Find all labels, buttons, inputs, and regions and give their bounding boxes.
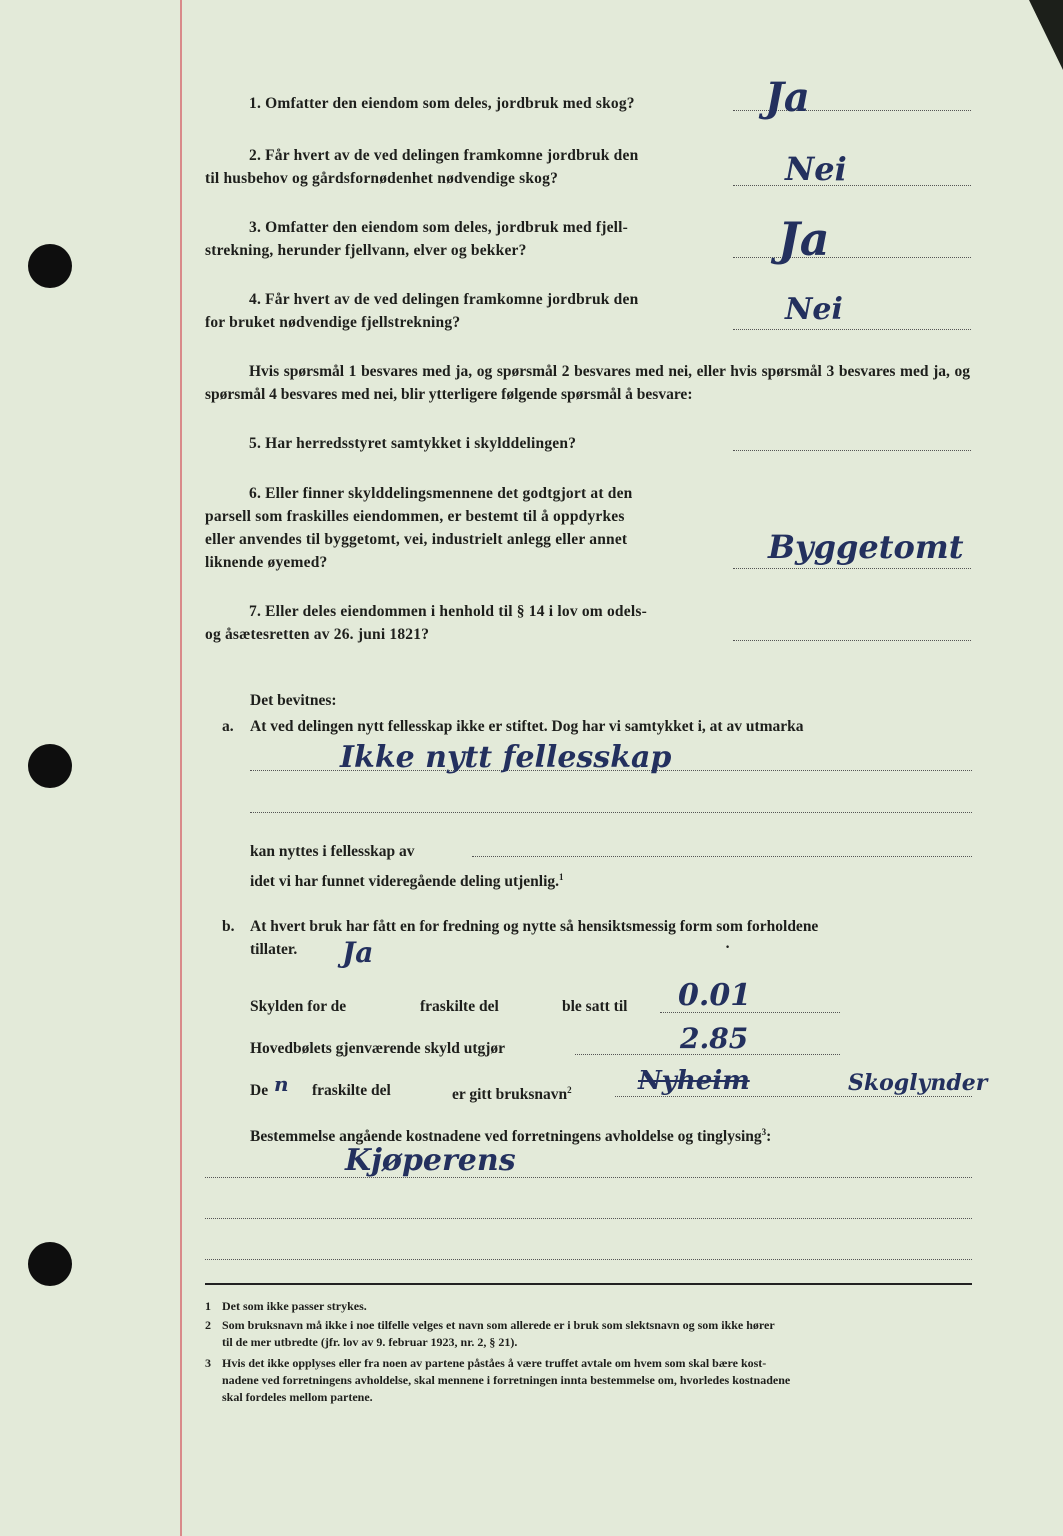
fill-line	[615, 1096, 972, 1097]
footnote-2-num: 2	[205, 1318, 211, 1332]
kostnad-label: Bestemmelse angående kostnadene ved forretningens avholdelse og tinglysing$^3$:	[250, 1127, 772, 1146]
punch-hole	[28, 1242, 72, 1286]
hovedbol-label: Hovedbølets gjenværende skyld utgjør	[250, 1040, 506, 1057]
item-a-line3: idet vi har funnet videregående deling utjenlig.$^1$	[250, 872, 564, 891]
fill-line	[205, 1177, 972, 1178]
answer-line	[733, 329, 971, 330]
question-3: 3. Omfatter den eiendom som deles, jordbruk med fjell- strekning, herunder fjellvann, elver og bekker?	[205, 219, 629, 259]
answer-line	[733, 568, 971, 569]
margin-line	[180, 0, 182, 1536]
skyld-value: 0.01	[678, 978, 752, 1013]
skyld-label-2: fraskilte del	[420, 998, 499, 1015]
item-b-answer: Ja	[342, 936, 374, 969]
bevitnes-heading: Det bevitnes:	[250, 692, 337, 709]
de-label-b: fraskilte del	[312, 1082, 391, 1099]
fill-line	[205, 1218, 972, 1219]
question-2: 2. Får hvert av de ved delingen framkomne jordbruk den til husbehov og gårdsfornødenhet nødvendige skog?	[205, 147, 639, 187]
fill-line	[472, 856, 972, 857]
torn-corner	[1029, 0, 1063, 70]
footnote-1-num: 1	[205, 1299, 211, 1313]
bruksnavn: Skoglynder	[848, 1070, 988, 1096]
answer-6: Byggetomt	[768, 528, 964, 566]
answer-4: Nei	[785, 292, 843, 327]
fill-line	[250, 812, 972, 813]
punch-hole	[28, 744, 72, 788]
punch-hole	[28, 244, 72, 288]
answer-line	[733, 450, 971, 451]
answer-2: Nei	[785, 150, 847, 188]
answer-line	[733, 640, 971, 641]
conditional-intro: Hvis spørsmål 1 besvares med ja, og spørsmål 2 besvares med nei, eller hvis spørsmål 3 besvares med ja, og spørsmål 4 besvares med nei, blir ytterligere følgende spørsmål å besvare:	[205, 363, 970, 403]
footnote-rule	[205, 1283, 972, 1285]
hovedbol-value: 2.85	[680, 1022, 749, 1055]
answer-3: Ja	[778, 212, 830, 266]
question-7: 7. Eller deles eiendommen i henhold til § 14 i lov om odels- og åsætesretten av 26. juni 1821?	[205, 603, 647, 643]
question-6: 6. Eller finner skylddelingsmennene det godtgjort at den parsell som fraskilles eiendommen, er bestemt til å oppdyrkes eller anvendes til byggetomt, vei, industrielt anlegg eller annet liknende øyemed?	[205, 485, 633, 571]
bruksnavn-struck: Nyheim	[638, 1066, 750, 1096]
answer-line	[733, 185, 971, 186]
answer-line	[733, 257, 971, 258]
skyld-label-1: Skylden for de	[250, 998, 347, 1015]
footnote-2: Som bruksnavn må ikke i noe tilfelle velges et navn som allerede er i bruk som slektsnavn og som ikke hører til de mer utbredte (jfr. lov av 9. februar 1923, nr. 2, § 21).	[222, 1318, 775, 1349]
question-5: 5. Har herredsstyret samtykket i skylddelingen?	[249, 435, 577, 452]
item-a-line2: kan nyttes i fellesskap av	[250, 843, 415, 860]
kostnad-value: Kjøperens	[345, 1143, 516, 1178]
item-b-line2: tillater.	[250, 941, 298, 958]
footnote-1: Det som ikke passer strykes.	[222, 1299, 367, 1313]
footnote-3: Hvis det ikke opplyses eller fra noen av partene påståes å være truffet avtale om hvem som skal bære kost- nadene ved forretningens avholdelse, skal mennene i forretningen innta bestemmelse om, hvorledes kostnadene skal fordeles mellom partene.	[222, 1356, 791, 1404]
question-4: 4. Får hvert av de ved delingen framkomne jordbruk den for bruket nødvendige fjellstrekning?	[205, 291, 639, 331]
fill-line	[205, 1259, 972, 1260]
item-a-label: a.	[222, 718, 234, 735]
item-b-text: At hvert bruk har fått en for fredning og nytte så hensiktsmessig form som forholdene	[250, 918, 819, 935]
skyld-label-3: ble satt til	[562, 998, 628, 1015]
item-b-label: b.	[222, 918, 235, 935]
item-a-answer: Ikke nytt fellesskap	[340, 740, 672, 775]
item-a-text: At ved delingen nytt fellesskap ikke er stiftet. Dog har vi samtykket i, at av utmarka	[250, 718, 804, 735]
dot-mark: ·	[725, 939, 731, 956]
footnote-3-num: 3	[205, 1356, 211, 1370]
de-label-a: De	[250, 1082, 269, 1099]
answer-1: Ja	[765, 74, 810, 121]
de-label-c: er gitt bruksnavn$^2$	[452, 1085, 572, 1104]
question-1: 1. Omfatter den eiendom som deles, jordbruk med skog?	[249, 95, 635, 112]
de-handwritten: n	[274, 1072, 289, 1096]
